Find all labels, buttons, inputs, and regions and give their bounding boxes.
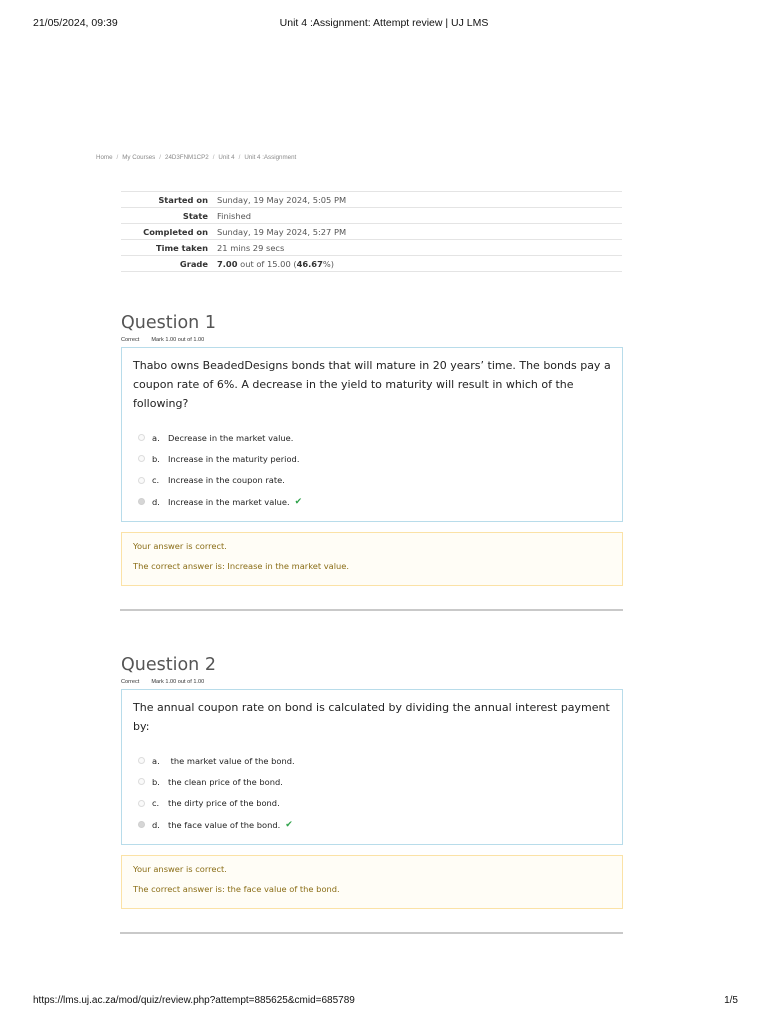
- state-value: Finished: [217, 210, 251, 221]
- question-mark: Mark 1.00 out of 1.00: [151, 337, 205, 343]
- answer-letter: a.: [152, 432, 160, 443]
- breadcrumb-assignment[interactable]: Unit 4 :Assignment: [244, 154, 297, 161]
- answer-text: Increase in the market value.: [168, 496, 290, 507]
- answer-letter: c.: [152, 798, 160, 809]
- answer-option-c[interactable]: [138, 793, 611, 814]
- question-mark: Mark 1.00 out of 1.00: [151, 679, 205, 685]
- radio-button[interactable]: [138, 477, 145, 484]
- grade-suffix: %): [322, 258, 334, 269]
- radio-button[interactable]: [138, 800, 145, 807]
- feedback-correct-answer: The correct answer is: Increase in the market value.: [133, 560, 350, 571]
- answer-text: Decrease in the market value.: [168, 432, 294, 443]
- answer-text: Increase in the coupon rate.: [168, 475, 285, 486]
- answer-options: [138, 427, 611, 512]
- check-icon: ✔: [294, 496, 303, 507]
- print-footer: [33, 995, 738, 1009]
- question-title: Question 2: [121, 655, 216, 675]
- answer-letter: b.: [152, 453, 160, 464]
- answer-options: [138, 750, 611, 835]
- summary-row-grade: [121, 256, 622, 272]
- grade-value: [217, 256, 622, 272]
- answer-letter: c.: [152, 475, 160, 486]
- answer-option-a[interactable]: [138, 427, 611, 448]
- print-page-title: Unit 4 :Assignment: Attempt review | UJ LMS: [279, 17, 489, 29]
- answer-text: the dirty price of the bond.: [168, 798, 280, 809]
- question-2: [121, 655, 623, 934]
- question-title: Question 1: [121, 313, 216, 333]
- attempt-summary-table: [121, 191, 622, 272]
- answer-option-a[interactable]: [138, 750, 611, 771]
- breadcrumb: Home / My Courses / 24D3FNM1CP2 / Unit 4 / Unit 4 :Assignment: [96, 154, 297, 161]
- check-icon: ✔: [285, 819, 293, 830]
- feedback-result: Your answer is correct.: [133, 541, 227, 552]
- question-text: Thabo owns BeadedDesigns bonds that will mature in 20 years’ time. The bonds pay a coupon rate of 6%. A decrease in the yield to maturity will result in which of the following?: [133, 359, 611, 410]
- answer-feedback: [121, 855, 623, 909]
- answer-letter: b.: [152, 776, 160, 787]
- answer-text: the face value of the bond.: [168, 819, 281, 830]
- answer-text: Increase in the maturity period.: [168, 453, 300, 464]
- print-url: https://lms.uj.ac.za/mod/quiz/review.php?attempt=885625&cmid=685789: [33, 995, 355, 1006]
- breadcrumb-my-courses[interactable]: My Courses: [122, 154, 156, 161]
- completed-on-value: Sunday, 19 May 2024, 5:27 PM: [217, 226, 347, 237]
- started-on-label: Started on: [158, 194, 208, 205]
- radio-button[interactable]: [138, 455, 145, 462]
- answer-text: the clean price of the bond.: [168, 776, 283, 787]
- time-taken-label: Time taken: [155, 242, 208, 253]
- radio-button[interactable]: [138, 778, 145, 785]
- answer-letter: a.: [152, 755, 160, 766]
- time-taken-value: 21 mins 29 secs: [217, 242, 285, 253]
- summary-row-time-taken: [121, 240, 622, 256]
- radio-button-selected[interactable]: [138, 821, 145, 828]
- breadcrumb-unit[interactable]: Unit 4: [218, 154, 235, 161]
- question-1: [121, 313, 623, 611]
- question-content: [121, 689, 623, 845]
- summary-row-state: [121, 208, 622, 224]
- question-text: The annual coupon rate on bond is calculated by dividing the annual interest payment by:: [133, 701, 610, 733]
- question-info: [121, 336, 623, 345]
- print-page-number: 1/5: [724, 995, 738, 1006]
- answer-option-d[interactable]: [138, 491, 611, 512]
- radio-button[interactable]: [138, 757, 145, 764]
- answer-option-c[interactable]: [138, 470, 611, 491]
- radio-button[interactable]: [138, 434, 145, 441]
- answer-letter: d.: [152, 819, 160, 830]
- completed-on-label: Completed on: [143, 226, 208, 237]
- summary-row-completed: [121, 224, 622, 240]
- print-datetime: 21/05/2024, 09:39: [33, 17, 118, 29]
- question-content: [121, 347, 623, 522]
- question-info: [121, 678, 623, 687]
- answer-option-b[interactable]: [138, 771, 611, 792]
- answer-option-d[interactable]: [138, 814, 611, 835]
- answer-text: the market value of the bond.: [168, 755, 295, 766]
- answer-letter: d.: [152, 496, 160, 507]
- breadcrumb-home[interactable]: Home: [96, 154, 113, 161]
- answer-feedback: [121, 532, 623, 586]
- grade-percent: 46.67: [296, 258, 323, 269]
- started-on-value: Sunday, 19 May 2024, 5:05 PM: [217, 194, 347, 205]
- print-header: [33, 17, 735, 33]
- question-status: Correct: [121, 679, 140, 685]
- question-divider: [120, 932, 623, 934]
- feedback-result: Your answer is correct.: [133, 864, 227, 875]
- feedback-correct-answer: The correct answer is: the face value of the bond.: [133, 883, 340, 894]
- state-label: State: [182, 210, 208, 221]
- question-status: Correct: [121, 337, 140, 343]
- grade-score: 7.00: [217, 258, 238, 269]
- grade-label: Grade: [179, 258, 208, 269]
- summary-row-started: [121, 192, 622, 208]
- radio-button-selected[interactable]: [138, 498, 145, 505]
- question-divider: [120, 609, 623, 611]
- breadcrumb-course[interactable]: 24D3FNM1CP2: [165, 154, 209, 161]
- grade-out-of: out of 15.00 (: [237, 258, 297, 269]
- answer-option-b[interactable]: [138, 448, 611, 469]
